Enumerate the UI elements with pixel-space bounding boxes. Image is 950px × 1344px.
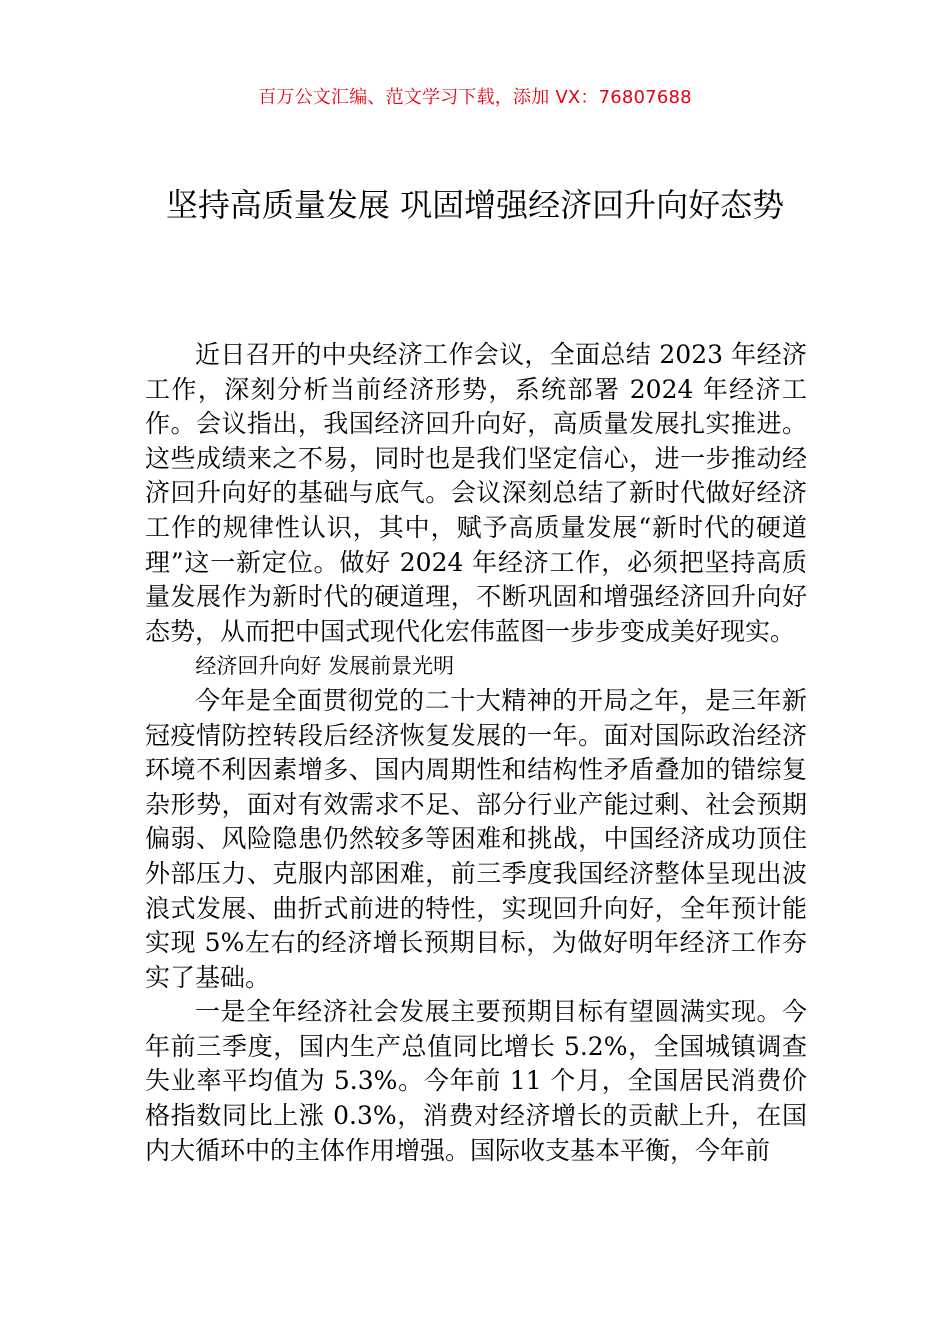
paragraph-point-one: 一是全年经济社会发展主要预期目标有望圆满实现。今年前三季度，国内生产总值同比增长 5.2%，全国城镇调查失业率平均值为 5.3%。今年前 11 个月，全国居民消费价格指数同比上涨 0.3%，消费对经济增长的贡献上升，在国内大循环中的主体作用增强。国际收支基本平衡，今年前 xyxy=(145,997,807,1165)
section-heading: 经济回升向好 发展前景光明 xyxy=(195,654,455,679)
paragraph-context: 今年是全面贯彻党的二十大精神的开局之年，是三年新冠疫情防控转段后经济恢复发展的一年。面对国际政治经济环境不利因素增多、国内周期性和结构性矛盾叠加的错综复杂形势，面对有效需求不足、部分行业产能过剩、社会预期偏弱、风险隐患仍然较多等困难和挑战，中国经济成功顶住外部压力、克服内部困难，前三季度我国经济整体呈现出波浪式发展、曲折式前进的特性，实现回升向好，全年预计能实现 5%左右的经济增长预期目标，为做好明年经济工作夯实了基础。 xyxy=(145,685,807,992)
article-title: 坚持高质量发展 巩固增强经济回升向好态势 xyxy=(165,186,785,224)
paragraph-intro: 近日召开的中央经济工作会议，全面总结 2023 年经济工作，深刻分析当前经济形势，系统部署 2024 年经济工作。会议指出，我国经济回升向好，高质量发展扎实推进。这些成绩来之不易，同时也是我们坚定信心，进一步推动经济回升向好的基础与底气。会议深刻总结了新时代做好经济工作的规律性认识，其中，赋予高质量发展“新时代的硬道理”这一新定位。做好 2024 年经济工作，必须把坚持高质量发展作为新时代的硬道理，不断巩固和增强经济回升向好态势，从而把中国式现代化宏伟蓝图一步步变成美好现实。 xyxy=(145,340,807,646)
article-body xyxy=(145,338,807,1168)
header-watermark-note: 百万公文汇编、范文学习下载，添加 VX：76807688 xyxy=(258,87,692,108)
